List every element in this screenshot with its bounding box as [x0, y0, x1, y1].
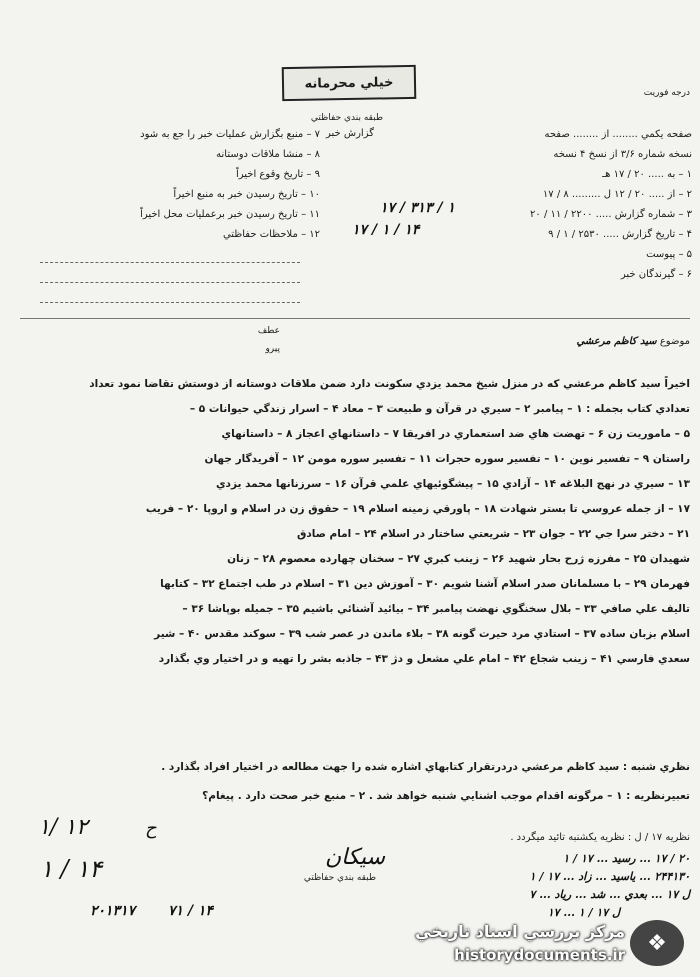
- body-line: تعدادي كتاب بجمله : ۱ – پيامبر ۲ – سيري در قرآن و طبيعت ۳ – معاد ۴ – اسرار زندگي حيوانات ۵ –: [189, 403, 690, 415]
- classification-stamp: خيلي محرمانه: [282, 65, 417, 101]
- meta-report-date: ۴ – تاريخ گزارش ..... ۲۵۳۰ / ۱ / ۹: [548, 229, 692, 240]
- watermark-url: historydocuments.ir: [454, 946, 625, 964]
- handwritten-note-2: ۲۴۴۱۳۰ ... ياسيد ... زاد ... ۱۷ / ۱: [529, 870, 690, 883]
- stamp-caption: طبقه بندي حفاظتي: [310, 113, 384, 123]
- body-line: شهيدان ۲۵ – مفرزه ژرح بحار شهيد ۲۶ – زينب كبري ۲۷ – سخنان چهارده معصوم ۲۸ – زنان: [227, 553, 690, 565]
- signature-scribble: ح: [145, 818, 157, 839]
- body-line: راستان ۹ – تفسير نوين ۱۰ – تفسير سوره حجرات ۱۱ – تفسير سوره مومن ۱۲ – آفريدگار جهان: [204, 453, 690, 465]
- divider: [20, 318, 690, 319]
- meta-receipt-ops: ۱۱ – تاريخ رسيدن خبر برعمليات محل اخيراً: [140, 209, 320, 220]
- handwritten-note-4: ل ۱۷ / ۱ ... ۱۷: [547, 906, 620, 919]
- meta-from: ۲ – از ..... ۲۰ / ۱۲ ل ......... ۸ / ۱۷: [542, 189, 692, 200]
- follow-label: پيرو: [265, 344, 280, 354]
- signature-caption: طبقه بندي حفاظتي: [303, 873, 377, 883]
- handwritten-date-left: ۱ / ۱۴: [40, 855, 103, 883]
- body-line: فهرمان ۲۹ – با مسلمانان صدر اسلام آشنا شويم ۳۰ – آموزش دين ۳۱ – اسلام در طب اجتماع ۳۲ – كتابها: [160, 578, 690, 590]
- blank-line: [40, 302, 300, 303]
- handwritten-signature-left: ۱/ ۱۲: [38, 815, 88, 840]
- body-line: ۱۷ – از جمله عروسي تا بستر شهادت ۱۸ – پاورقي زمينه اسلام ۱۹ – حقوق زن در اسلام و اروپا ۲۰ – فريب: [145, 503, 690, 515]
- priority-label: درجه فوريت: [643, 88, 690, 98]
- meta-to: ۱ – به ..... ۲۰ / ۱۷ هـ: [602, 169, 692, 180]
- body-line: [18, 673, 690, 695]
- archive-logo-icon: ❖: [630, 920, 684, 966]
- commentary-paragraph: نظري شنبه : سيد كاظم مرعشي دردرتقرار كتابهاي اشاره شده را جهت مطالعه در اختيار افراد بگذارد .: [161, 761, 690, 773]
- blank-line: [40, 282, 300, 283]
- meta-report-number: ۳ – شماره گزارش ..... ۲۲۰۰ / ۱۱ / ۲۰: [530, 209, 692, 220]
- meta-occurrence-date: ۹ – تاريخ وقوع اخيراً: [235, 169, 320, 180]
- body-line: اسلام بزبان ساده ۳۷ – استادي مرد حيرت گونه ۳۸ – بلاء ماندن در عصر شب ۳۹ – سوكند مقدس ۴۰ – شير: [154, 628, 690, 640]
- signature-main: سيكان: [325, 845, 386, 870]
- watermark-title: مركز بررسي اسناد تاريخي: [415, 922, 625, 941]
- handwritten-note-1: ۲۰ / ۱۷ ... رسيد ... ۱۷ / ۱: [563, 852, 690, 865]
- report-title: گزارش خبر: [326, 128, 374, 139]
- interpretation-note: نظريه ۱۷ / ل : نظريه يكشنبه تائيد ميگردد .: [510, 832, 690, 843]
- handwritten-note-3: ل ۱۷ ... بعدي ... شد ... رياد ... ۷: [529, 888, 690, 901]
- meta-notes: ۱۲ – ملاحظات حفاظتي: [222, 229, 320, 240]
- body-line: تاليف علي صافي ۳۳ – بلال سخنگوي نهضت پيامبر ۳۴ – بيائيد آشنائي باشيم ۳۵ – جميله بوپاشا ۳۶ –: [182, 603, 690, 615]
- body-line: اخيراً سيد كاظم مرعشي كه در منزل شيخ محمد يزدي سكونت دارد ضمن ملاقات دوستانه از دوستش تقاضا نمود تعداد: [89, 378, 690, 390]
- meta-attachment: ۵ – پيوست: [646, 249, 692, 260]
- body-line: ۱۳ – سيري در نهج البلاغه ۱۴ – آزادي ۱۵ – پيشگوئيهاي علمي قرآن ۱۶ – سرزنانها محمد يزدي: [215, 478, 690, 490]
- meta-receipt-source: ۱۰ – تاريخ رسيدن خبر به منبع اخيراً: [173, 189, 320, 200]
- meta-left-block: [40, 125, 320, 245]
- subject-line: موضوع سيد كاظم مرعشي: [576, 336, 690, 347]
- body-line: سعدي فارسي ۴۱ – زينب شجاع ۴۲ – امام علي مشعل و دژ ۴۳ – جاذبه بشر را تهيه و در اختيار وي بگذارد: [158, 653, 690, 665]
- meta-recipients: ۶ – گيرندگان خبر: [620, 269, 692, 280]
- handwritten-number-bottom-1: ۲۰۱۳۱۷: [90, 903, 136, 919]
- interpretation-paragraph: تعبيرنظريه : ۱ – مرگونه اقدام موجب اشنايي شنبه خواهد شد . ۲ – منبع خبر صحت دارد . پيغام؟: [202, 790, 690, 802]
- handwritten-number-bottom-2: ۷۱ / ۱۴: [168, 903, 213, 919]
- body-line: ۵ – ماموريت زن ۶ – تهضت هاي ضد استعماري در افريقا ۷ – داستانهاي اعجاز ۸ – داستانهاي: [221, 428, 690, 440]
- meta-page: صفحه يكمي ........ از ........ صفحه: [544, 129, 692, 140]
- ref-label: عطف: [257, 326, 280, 336]
- meta-copy: نسخه شماره ۳/۶ از نسخ ۴ نسخه: [553, 149, 692, 160]
- meta-origin: ۸ – منشا ملاقات دوستانه: [216, 149, 320, 160]
- handwritten-number-2: ۱۷ / ۱ / ۱۴: [352, 222, 420, 238]
- body-line: ۲۱ – دختر سرا جي ۲۲ – جوان ۲۳ – شريعتي ساختار در اسلام ۲۴ – امام صادق: [297, 528, 690, 540]
- blank-line: [40, 262, 300, 263]
- handwritten-number-1: ۱۷ / ۳۱۳ / ۱: [380, 200, 455, 216]
- meta-source: ۷ – منبع بگزارش عمليات خبر را جع به شود: [140, 129, 320, 140]
- meta-right-block: [430, 125, 692, 285]
